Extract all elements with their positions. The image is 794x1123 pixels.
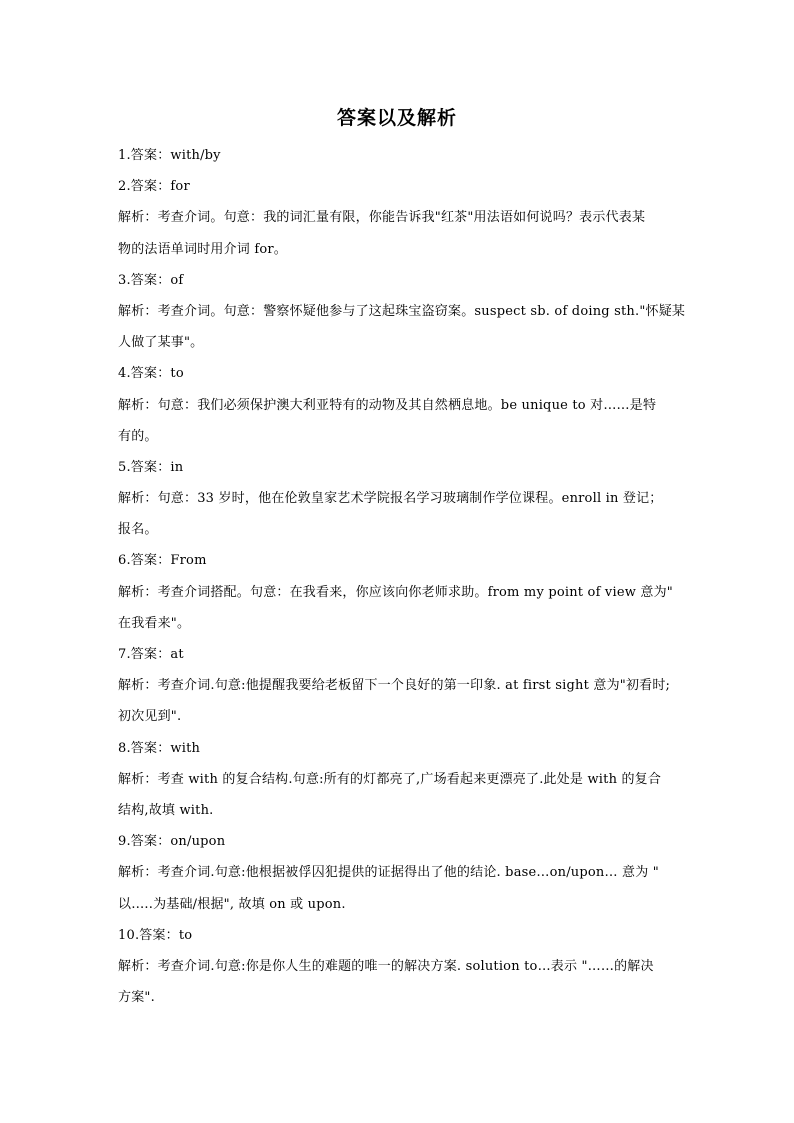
answer-line: 3.答案：of bbox=[118, 272, 184, 288]
answer-line: 9.答案：on/upon bbox=[118, 834, 226, 850]
explanation-line: 报名。 bbox=[118, 522, 158, 538]
explanation-line: 解析：考查介词.句意:他根据被俘囚犯提供的证据得出了他的结论. base…on/upon… 意为 " bbox=[118, 865, 659, 881]
explanation-line: 方案". bbox=[118, 990, 155, 1006]
explanation-line: 解析：句意：我们必须保护澳大利亚特有的动物及其自然栖息地。be unique to 对……是特 bbox=[118, 397, 657, 413]
explanation-line: 初次见到". bbox=[118, 709, 182, 725]
explanation-line: 解析：考查介词。句意：我的词汇量有限，你能告诉我"红茶"用法语如何说吗？表示代表某 bbox=[118, 210, 646, 226]
answer-line: 4.答案：to bbox=[118, 366, 184, 382]
answer-line: 6.答案：From bbox=[118, 553, 207, 569]
explanation-line: 人做了某事"。 bbox=[118, 335, 204, 351]
answer-list bbox=[118, 140, 686, 1013]
answer-line: 2.答案：for bbox=[118, 179, 190, 195]
explanation-line: 解析：考查介词。句意：警察怀疑他参与了这起珠宝盗窃案。suspect sb. of doing sth."怀疑某 bbox=[118, 303, 686, 319]
answer-line: 10.答案：to bbox=[118, 927, 193, 943]
explanation-line: 结构,故填 with. bbox=[118, 802, 214, 818]
explanation-line: 解析：考查介词.句意:他提醒我要给老板留下一个良好的第一印象. at first sight 意为"初看时; bbox=[118, 678, 671, 694]
explanation-line: 解析：考查 with 的复合结构.句意:所有的灯都亮了,广场看起来更漂亮了.此处是 with 的复合 bbox=[118, 771, 662, 787]
answer-line: 5.答案：in bbox=[118, 459, 184, 475]
answer-line: 8.答案：with bbox=[118, 740, 201, 756]
explanation-line: 以…..为基础/根据", 故填 on 或 upon. bbox=[118, 896, 346, 912]
explanation-line: 解析：考查介词搭配。句意：在我看来，你应该向你老师求助。from my point of view 意为" bbox=[118, 584, 673, 600]
explanation-line: 物的法语单词时用介词 for。 bbox=[118, 241, 287, 257]
explanation-line: 在我看来"。 bbox=[118, 615, 191, 631]
answer-line: 7.答案：at bbox=[118, 647, 184, 662]
answer-line: 1.答案：with/by bbox=[118, 148, 221, 163]
explanation-line: 解析：考查介词.句意:你是你人生的难题的唯一的解决方案. solution to…表示 "……的解决 bbox=[118, 958, 654, 974]
page-title: 答案以及解析 bbox=[336, 107, 457, 129]
explanation-line: 解析：句意：33 岁时，他在伦敦皇家艺术学院报名学习玻璃制作学位课程。enroll in 登记； bbox=[118, 491, 663, 507]
explanation-line: 有的。 bbox=[118, 428, 158, 444]
